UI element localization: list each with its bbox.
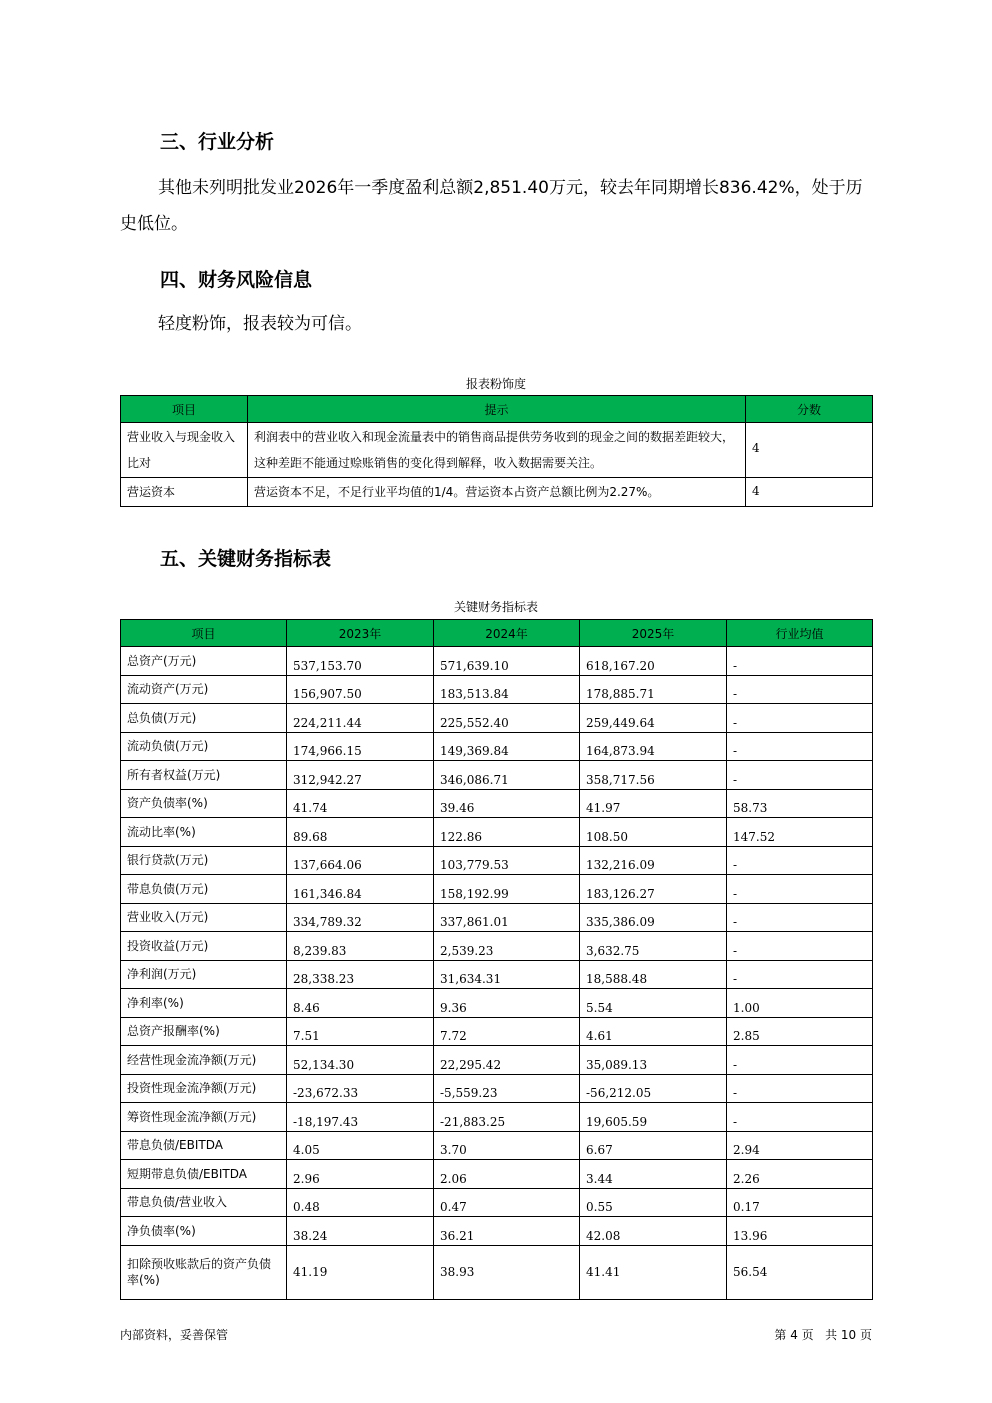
indicator-label: 带息负债(万元) [121, 875, 287, 904]
header-2025: 2025年 [580, 620, 727, 647]
indicator-value: 42.08 [580, 1217, 727, 1246]
indicator-value: 259,449.64 [580, 704, 727, 733]
indicator-value: 31,634.31 [434, 960, 580, 989]
header-hint: 提示 [248, 396, 746, 423]
indicator-value: 5.54 [580, 989, 727, 1018]
indicator-value: 174,966.15 [287, 732, 434, 761]
section-4-text: 轻度粉饰，报表较为可信。 [158, 314, 362, 334]
indicator-table-caption: 关键财务指标表 [453, 600, 538, 614]
indicator-value: 2.06 [434, 1160, 580, 1189]
indicator-label: 净利率(%) [121, 989, 287, 1018]
indicator-value: - [727, 704, 873, 733]
table-row [121, 875, 873, 904]
indicator-value: -5,559.23 [434, 1074, 580, 1103]
indicator-value: 7.51 [287, 1017, 434, 1046]
indicator-value: 137,664.06 [287, 846, 434, 875]
indicator-value: 4.05 [287, 1131, 434, 1160]
indicator-value: 122.86 [434, 818, 580, 847]
indicator-label: 净利润(万元) [121, 960, 287, 989]
table-row [121, 675, 873, 704]
table-row [121, 423, 873, 478]
indicator-value: -18,197.43 [287, 1103, 434, 1132]
indicator-value: - [727, 903, 873, 932]
table-row [121, 732, 873, 761]
indicator-label: 营业收入(万元) [121, 903, 287, 932]
indicator-label: 扣除预收账款后的资产负债率(%) [121, 1245, 287, 1299]
indicator-value: - [727, 1103, 873, 1132]
indicator-value: 58.73 [727, 789, 873, 818]
table-row [121, 818, 873, 847]
table-row [121, 704, 873, 733]
indicator-label: 资产负债率(%) [121, 789, 287, 818]
indicator-value: 13.96 [727, 1217, 873, 1246]
indicator-value: 3.70 [434, 1131, 580, 1160]
indicator-value: - [727, 675, 873, 704]
table-row [121, 1188, 873, 1217]
table-row [121, 1074, 873, 1103]
table-row [121, 846, 873, 875]
risk-item: 营业收入与现金收入比对 [121, 423, 248, 478]
indicator-value: 132,216.09 [580, 846, 727, 875]
table-row [121, 1160, 873, 1189]
indicator-label: 净负债率(%) [121, 1217, 287, 1246]
indicator-value: 0.48 [287, 1188, 434, 1217]
indicator-value: 571,639.10 [434, 647, 580, 676]
indicator-value: 89.68 [287, 818, 434, 847]
indicator-value: 3,632.75 [580, 932, 727, 961]
indicator-label: 总资产(万元) [121, 647, 287, 676]
indicator-value: 183,513.84 [434, 675, 580, 704]
indicator-value: 156,907.50 [287, 675, 434, 704]
footer-confidential: 内部资料，妥善保管 [120, 1328, 229, 1342]
indicator-label: 总资产报酬率(%) [121, 1017, 287, 1046]
indicator-value: 2.96 [287, 1160, 434, 1189]
indicator-value: 41.74 [287, 789, 434, 818]
risk-score: 4 [746, 478, 873, 507]
indicator-value: 0.17 [727, 1188, 873, 1217]
indicator-value: -21,883.25 [434, 1103, 580, 1132]
indicator-label: 流动比率(%) [121, 818, 287, 847]
indicator-value: 149,369.84 [434, 732, 580, 761]
indicator-value: 7.72 [434, 1017, 580, 1046]
indicator-value: - [727, 1046, 873, 1075]
indicator-value: 178,885.71 [580, 675, 727, 704]
risk-table [120, 395, 873, 507]
indicator-value: 103,779.53 [434, 846, 580, 875]
indicator-label: 带息负债/营业收入 [121, 1188, 287, 1217]
header-2023: 2023年 [287, 620, 434, 647]
indicator-value: -23,672.33 [287, 1074, 434, 1103]
indicator-label: 筹资性现金流净额(万元) [121, 1103, 287, 1132]
indicator-value: 36.21 [434, 1217, 580, 1246]
indicator-value: 1.00 [727, 989, 873, 1018]
indicator-label: 流动资产(万元) [121, 675, 287, 704]
table-row [121, 903, 873, 932]
indicator-value: 147.52 [727, 818, 873, 847]
indicator-value: 337,861.01 [434, 903, 580, 932]
indicator-label: 银行贷款(万元) [121, 846, 287, 875]
indicator-label: 流动负债(万元) [121, 732, 287, 761]
indicator-value: 618,167.20 [580, 647, 727, 676]
indicator-value: 4.61 [580, 1017, 727, 1046]
table-row [121, 1131, 873, 1160]
indicator-value: - [727, 960, 873, 989]
indicator-value: 335,386.09 [580, 903, 727, 932]
header-2024: 2024年 [434, 620, 580, 647]
risk-table-header [121, 396, 873, 423]
indicator-label: 投资性现金流净额(万元) [121, 1074, 287, 1103]
risk-score: 4 [746, 423, 873, 478]
indicator-value: 164,873.94 [580, 732, 727, 761]
table-row [121, 989, 873, 1018]
indicator-label: 短期带息负债/EBITDA [121, 1160, 287, 1189]
indicator-value: 183,126.27 [580, 875, 727, 904]
indicator-value: 225,552.40 [434, 704, 580, 733]
indicator-value: - [727, 732, 873, 761]
footer-page-number: 第 4 页 共 10 页 [774, 1328, 872, 1342]
table-row [121, 647, 873, 676]
header-score: 分数 [746, 396, 873, 423]
indicator-value: 52,134.30 [287, 1046, 434, 1075]
risk-hint: 营运资本不足，不足行业平均值的1/4。营运资本占资产总额比例为2.27%。 [248, 478, 746, 507]
indicator-value: 358,717.56 [580, 761, 727, 790]
table-row [121, 789, 873, 818]
indicator-label: 带息负债/EBITDA [121, 1131, 287, 1160]
table-row [121, 478, 873, 507]
indicator-value: 38.24 [287, 1217, 434, 1246]
indicator-value: 6.67 [580, 1131, 727, 1160]
indicator-value: 158,192.99 [434, 875, 580, 904]
table-row [121, 761, 873, 790]
indicator-value: 0.47 [434, 1188, 580, 1217]
indicator-label: 总负债(万元) [121, 704, 287, 733]
table-row [121, 1017, 873, 1046]
table-row [121, 960, 873, 989]
indicator-value: 2.94 [727, 1131, 873, 1160]
indicator-value: 0.55 [580, 1188, 727, 1217]
table-row [121, 1245, 873, 1299]
header-item: 项目 [121, 396, 248, 423]
indicator-value: 3.44 [580, 1160, 727, 1189]
section-3-text: 其他未列明批发业2026年一季度盈利总额2,851.40万元，较去年同期增长836.42%，处于历史低位。 [120, 178, 863, 234]
indicator-value: - [727, 875, 873, 904]
indicator-value: 8,239.83 [287, 932, 434, 961]
risk-item: 营运资本 [121, 478, 248, 507]
indicator-value: 41.41 [580, 1245, 727, 1299]
indicator-label: 投资收益(万元) [121, 932, 287, 961]
indicator-value: 8.46 [287, 989, 434, 1018]
indicator-value: 22,295.42 [434, 1046, 580, 1075]
header-industry-avg: 行业均值 [727, 620, 873, 647]
risk-table-caption: 报表粉饰度 [465, 377, 526, 391]
indicator-table-header [121, 620, 873, 647]
indicator-value: 334,789.32 [287, 903, 434, 932]
indicator-value: 537,153.70 [287, 647, 434, 676]
risk-hint: 利润表中的营业收入和现金流量表中的销售商品提供劳务收到的现金之间的数据差距较大，这种差距不能通过赊账销售的变化得到解释，收入数据需要关注。 [248, 423, 746, 478]
indicator-value: 2.85 [727, 1017, 873, 1046]
indicator-value: 161,346.84 [287, 875, 434, 904]
indicator-value: 19,605.59 [580, 1103, 727, 1132]
indicator-label: 所有者权益(万元) [121, 761, 287, 790]
table-row [121, 1103, 873, 1132]
indicator-value: 312,942.27 [287, 761, 434, 790]
indicator-value: 41.97 [580, 789, 727, 818]
indicator-value: - [727, 761, 873, 790]
indicator-value: 9.36 [434, 989, 580, 1018]
table-row [121, 932, 873, 961]
table-row [121, 1046, 873, 1075]
indicator-value: - [727, 647, 873, 676]
indicator-label: 经营性现金流净额(万元) [121, 1046, 287, 1075]
indicator-value: 38.93 [434, 1245, 580, 1299]
indicator-value: -56,212.05 [580, 1074, 727, 1103]
section-5-title: 五、关键财务指标表 [160, 548, 332, 570]
indicator-value: 56.54 [727, 1245, 873, 1299]
indicator-value: 18,588.48 [580, 960, 727, 989]
indicator-value: 2,539.23 [434, 932, 580, 961]
indicator-table [120, 619, 873, 1300]
indicator-value: - [727, 1074, 873, 1103]
indicator-value: - [727, 932, 873, 961]
table-row [121, 1217, 873, 1246]
indicator-value: 346,086.71 [434, 761, 580, 790]
indicator-value: 224,211.44 [287, 704, 434, 733]
section-4-title: 四、财务风险信息 [160, 269, 313, 291]
indicator-value: - [727, 846, 873, 875]
indicator-value: 108.50 [580, 818, 727, 847]
indicator-value: 2.26 [727, 1160, 873, 1189]
indicator-value: 28,338.23 [287, 960, 434, 989]
header-item: 项目 [121, 620, 287, 647]
indicator-value: 41.19 [287, 1245, 434, 1299]
indicator-value: 35,089.13 [580, 1046, 727, 1075]
indicator-value: 39.46 [434, 789, 580, 818]
section-3-title: 三、行业分析 [160, 131, 275, 153]
